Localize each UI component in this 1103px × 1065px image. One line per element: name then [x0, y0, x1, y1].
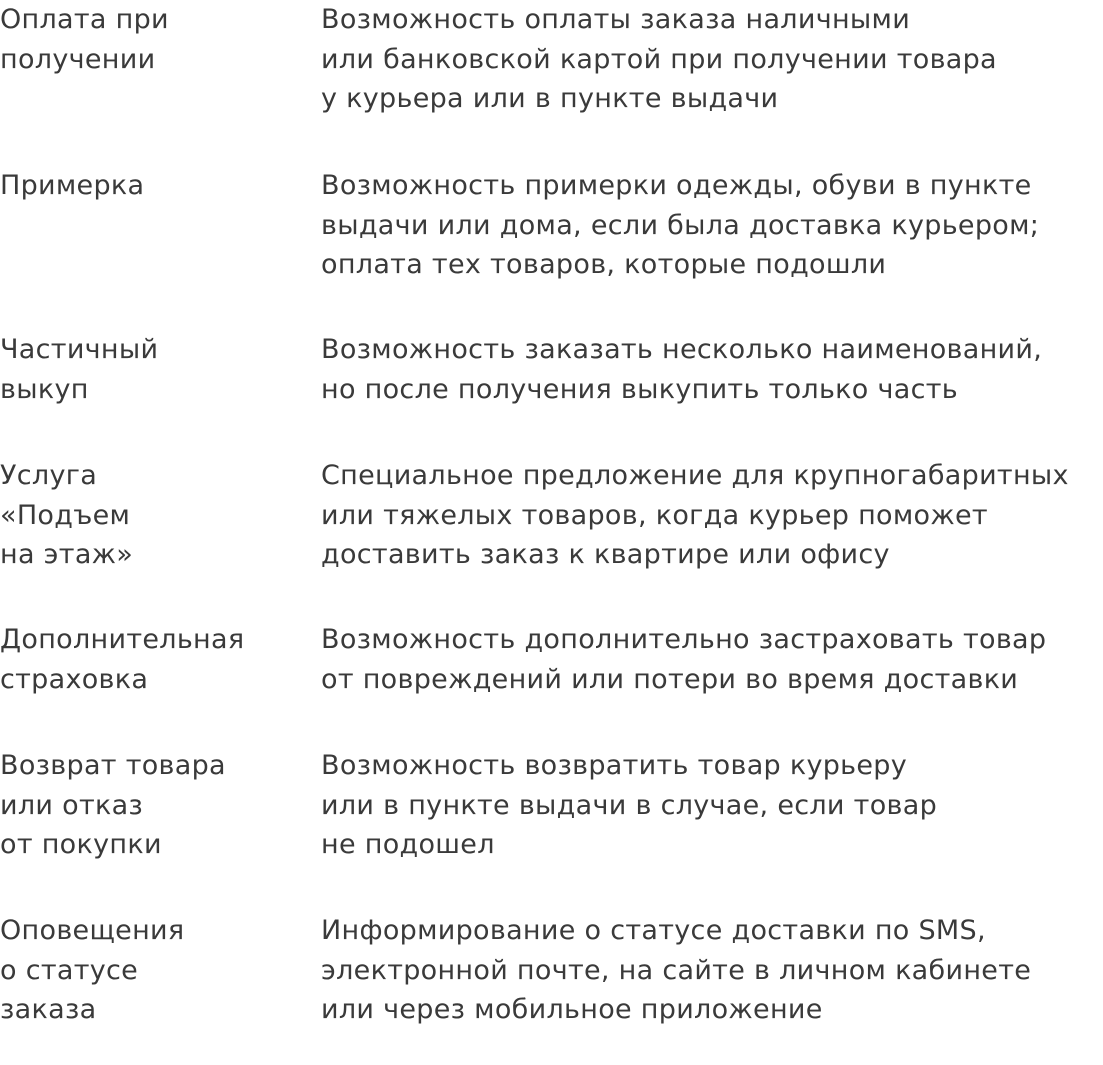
service-term: Примерка: [0, 170, 145, 201]
service-description: Информирование о статусе доставки по SMS, электронной почте, на сайте в личном кабинете или через мобильное приложение: [321, 915, 1032, 1025]
service-term: Оповещения о статусе заказа: [0, 915, 185, 1025]
service-term: Дополнительная страховка: [0, 624, 245, 695]
service-term: Возврат товара или отказ от покупки: [0, 750, 226, 860]
service-description: Специальное предложение для крупногабаритных или тяжелых товаров, когда курьер поможет доставить заказ к квартире или офису: [321, 460, 1069, 570]
service-description: Возможность дополнительно застраховать товар от повреждений или потери во время доставки: [321, 624, 1047, 695]
service-term: Частичный выкуп: [0, 334, 159, 405]
service-term: Услуга «Подъем на этаж»: [0, 460, 134, 570]
service-term: Оплата при получении: [0, 4, 169, 75]
service-description: Возможность возвратить товар курьеру или в пункте выдачи в случае, если товар не подошел: [321, 750, 938, 860]
service-description: Возможность заказать несколько наименований, но после получения выкупить только часть: [321, 334, 1043, 405]
service-description: Возможность примерки одежды, обуви в пункте выдачи или дома, если была доставка курьером; оплата тех товаров, которые подошли: [321, 170, 1040, 280]
service-description: Возможность оплаты заказа наличными или банковской картой при получении товара у курьера или в пункте выдачи: [321, 4, 997, 114]
